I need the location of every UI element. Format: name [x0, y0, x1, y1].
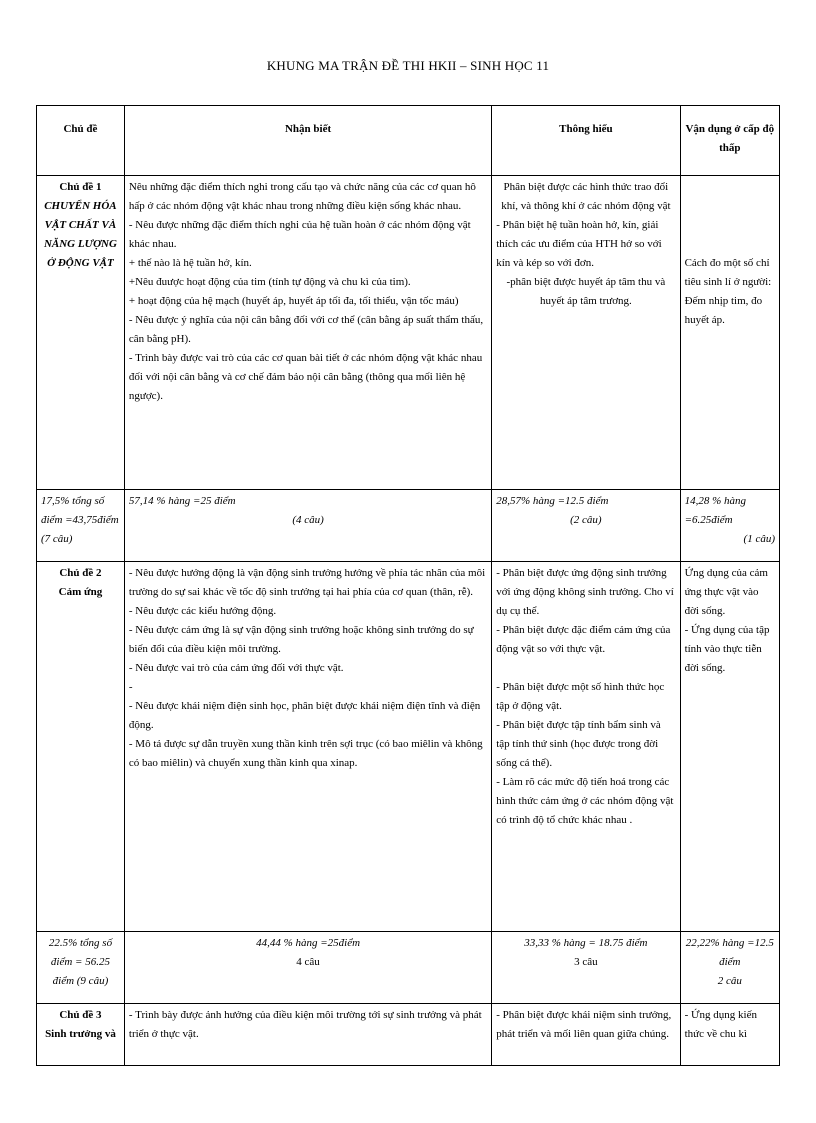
topic2-name: Cảm ứng	[58, 586, 103, 598]
header-apply: Vận dụng ở cấp độ thấp	[680, 106, 779, 176]
list-item: - Phân biệt được tập tính bẩm sinh và tập tính thứ sinh (học được trong đời sống cá thể).	[496, 719, 661, 769]
score1-recognize	[124, 490, 491, 562]
list-item: Phân biệt được các hình thức trao đổi khí, và thông khí ở các nhóm động vật	[501, 181, 671, 212]
header-row	[37, 106, 780, 176]
topic3-recognize: - Trình bày được ảnh hưởng của điều kiện môi trường tới sự sinh trưởng và phát triển ở thực vật.	[124, 1004, 491, 1066]
list-item: + hoạt động của hệ mạch (huyết áp, huyết áp tối đa, tối thiểu, vận tốc máu)	[128, 295, 459, 307]
list-item: - Phân biệt được ứng động sinh trưởng với ứng động không sinh trưởng. Cho ví dụ cụ thể.	[496, 567, 674, 617]
score-count: (4 câu)	[292, 514, 324, 526]
list-item: -phân biệt được huyết áp tâm thu và huyết áp tâm trương.	[506, 276, 666, 307]
topic1-cell	[37, 176, 125, 490]
matrix-table	[36, 105, 780, 1066]
score2-total: 22.5% tổng số điểm = 56.25 điểm (9 câu)	[37, 932, 125, 1004]
list-item: - Làm rõ các mức độ tiến hoá trong các hình thức cảm ứng ở các nhóm động vật có trình độ tổ chức khác nhau .	[496, 776, 674, 826]
list-item: - Nêu được cảm ứng là sự vận động sinh trưởng hoặc không sinh trưởng do sự biến đổi của điều kiện môi trường.	[128, 624, 474, 655]
list-item: - Mô tả được sự dẫn truyền xung thần kinh trên sợi trục (có bao miêlin và không có bao miêlin) và chuyển xung thần kinh qua xinap.	[128, 738, 483, 769]
page-title: KHUNG MA TRẬN ĐỀ THI HKII – SINH HỌC 11	[266, 58, 550, 73]
list-item: - Nêu được ý nghĩa của nội cân bằng đối với cơ thể (cân bằng áp suất thẩm thấu, cân bằng pH).	[128, 314, 484, 345]
header-topic: Chủ đề	[37, 106, 125, 176]
score1-apply	[680, 490, 779, 562]
list-item: - Nêu được vai trò của cảm ứng đối với thực vật.	[128, 662, 344, 674]
topic2-label: Chủ đề 2	[59, 567, 102, 579]
list-item: - Nêu được các kiểu hướng động.	[128, 605, 277, 617]
topic2-understand	[492, 562, 680, 932]
topic1-label: Chủ đề 1	[59, 181, 102, 193]
topic3-label: Chủ đề 3	[59, 1009, 102, 1021]
list-item: - Ứng dụng của tập tính vào thực tiễn đời sống.	[684, 624, 770, 674]
list-item: - Phân biệt được đặc điểm cảm ứng của động vật so với thực vật.	[496, 624, 671, 655]
header-understand: Thông hiểu	[492, 106, 680, 176]
list-item: - Nêu được khái niệm điện sinh học, phân biệt được khái niệm điện tĩnh và điện động.	[128, 700, 481, 731]
topic2-recognize	[124, 562, 491, 932]
score1-total: 17,5% tổng số điểm =43,75điểm (7 câu)	[37, 490, 125, 562]
topic2-apply	[680, 562, 779, 932]
topic2-row	[37, 562, 780, 932]
score-count: (1 câu)	[743, 533, 775, 545]
list-item: -	[128, 681, 133, 693]
list-item: Nêu những đặc điểm thích nghi trong cấu tạo và chức năng của các cơ quan hô hấp ở các nhóm động vật khác nhau trong những điều kiện sống khác nhau.	[128, 181, 476, 212]
score-count: 2 câu	[717, 975, 742, 987]
topic1-row	[37, 176, 780, 490]
score2-understand	[492, 932, 680, 1004]
list-item: - Nêu được những đặc điểm thích nghi của hệ tuần hoàn ở các nhóm động vật khác nhau.	[128, 219, 471, 250]
topic3-row	[37, 1004, 780, 1066]
score-text: 57,14 % hàng =25 điểm	[128, 495, 236, 507]
topic3-apply: - Ứng dụng kiến thức về chu kì	[680, 1004, 779, 1066]
list-item: Ứng dụng của cảm ứng thực vật vào đời sống.	[684, 567, 768, 617]
header-recognize: Nhận biết	[124, 106, 491, 176]
score1-row	[37, 490, 780, 562]
score1-understand	[492, 490, 680, 562]
score-text: 28,57% hàng =12.5 điểm	[496, 495, 609, 507]
list-item: + thế nào là hệ tuần hở, kín.	[128, 257, 252, 269]
topic1-recognize	[124, 176, 491, 490]
list-item: - Phân biệt hệ tuần hoàn hở, kín, giải thích các ưu điểm của HTH hở so với kín và kép so với đơn.	[496, 219, 662, 269]
topic3-understand: - Phân biệt được khái niệm sinh trưởng, phát triển và mối liên quan giữa chúng.	[492, 1004, 680, 1066]
list-item: +Nêu đuược hoạt động của tim (tính tự động và chu kì của tim).	[128, 276, 411, 288]
score2-apply	[680, 932, 779, 1004]
score-count: 4 câu	[296, 956, 320, 968]
score-text: 33,33 % hàng = 18.75 điểm	[524, 937, 648, 949]
topic1-name: CHUYỂN HÓA VẬT CHẤT VÀ NĂNG LƯỢNG Ở ĐỘNG VẬT	[43, 200, 117, 269]
topic3-cell	[37, 1004, 125, 1066]
score-count: (2 câu)	[570, 514, 602, 526]
list-item: Cách đo một số chỉ tiêu sinh lí ở người: Đếm nhịp tim, đo huyết áp.	[684, 257, 772, 326]
topic3-name: Sinh trưởng và	[45, 1028, 116, 1040]
list-item: - Trình bày được vai trò của các cơ quan bài tiết ở các nhóm động vật khác nhau đối với nội cân bằng và cơ chế đảm bảo nội cân bằng (thông qua mối liên hệ ngược).	[128, 352, 483, 402]
score2-recognize	[124, 932, 491, 1004]
list-item: - Nêu được hướng động là vận động sinh trưởng hướng về phía tác nhân của môi trường do sự sai khác về tốc độ sinh trưởng tại hai phía của cơ quan (thân, rễ).	[128, 567, 486, 598]
score-text: 14,28 % hàng =6.25điểm	[684, 495, 746, 526]
topic2-cell	[37, 562, 125, 932]
topic1-apply	[680, 176, 779, 490]
score-text: 44,44 % hàng =25điểm	[256, 937, 361, 949]
score2-row	[37, 932, 780, 1004]
score-count: 3 câu	[574, 956, 598, 968]
list-item: - Phân biệt được một số hình thức học tập ở động vật.	[496, 681, 665, 712]
score-text: 22,22% hàng =12.5 điểm	[685, 937, 774, 968]
topic1-understand	[492, 176, 680, 490]
